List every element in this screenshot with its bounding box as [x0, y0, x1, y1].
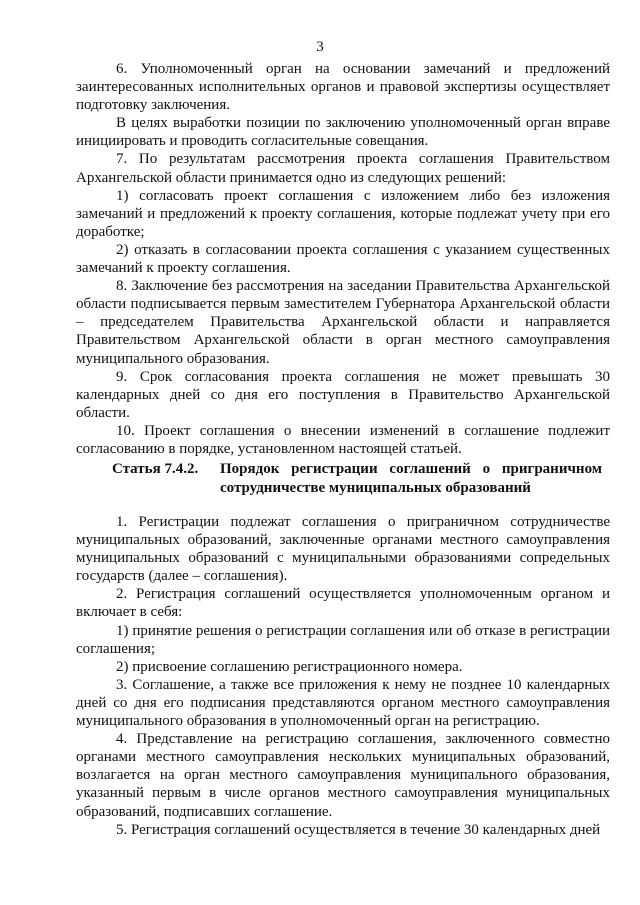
article-title: Порядок регистрации соглашений о приграничном сотрудничестве муниципальных образований: [220, 461, 602, 496]
paragraph-3: 3. Соглашение, а также все приложения к нему не позднее 10 календарных дней со дня его подписания представляются органом местного самоуправления муниципального образования в уполномоченный орган на регистрацию.: [76, 676, 610, 730]
article-body-top: [76, 60, 610, 458]
paragraph-2-item-1: 1) принятие решения о регистрации соглашения или об отказе в регистрации соглашения;: [76, 622, 610, 657]
paragraph-4: 4. Представление на регистрацию соглашения, заключенного совместно органами местного самоуправления нескольких муниципальных образований, возлагается на орган местного самоуправления муниципального образования, указанный первым в числе органов местного самоуправления муниципальных образований, подписавших соглашение.: [76, 731, 610, 820]
paragraph-6: 6. Уполномоченный орган на основании замечаний и предложений заинтересованных исполнительных органов и правовой экспертизы осуществляет подготовку заключения.: [76, 61, 610, 114]
paragraph-1: 1. Регистрации подлежат соглашения о приграничном сотрудничестве муниципальных образований, заключенные органами местного самоуправления муниципальных образований с муниципальными образованиями сопредельных государств (далее – соглашения).: [76, 514, 610, 585]
page-number: 3: [316, 39, 324, 55]
paragraph-10: 10. Проект соглашения о внесении изменений в соглашение подлежит согласованию в порядке, установленном настоящей статьей.: [76, 422, 610, 457]
paragraph-7-item-1: 1) согласовать проект соглашения с изложением либо без изложения замечаний и предложений к проекту соглашения, которые подлежат учету при его доработке;: [76, 187, 610, 240]
paragraph-8: 8. Заключение без рассмотрения на заседании Правительства Архангельской области подписывается первым заместителем Губернатора Архангельской области – председателем Правительства Архангельской области и направляется Правительством Архангельской области в орган местного самоуправления муниципального образования.: [76, 278, 610, 367]
paragraph-2-item-2: 2) присвоение соглашению регистрационного номера.: [116, 658, 463, 675]
article-number: Статья 7.4.2.: [112, 461, 199, 477]
article-heading: [112, 460, 612, 497]
paragraph-9: 9. Срок согласования проекта соглашения не может превышать 30 календарных дней со дня его поступления в Правительство Архангельской области.: [76, 368, 610, 421]
article-body-bottom: [76, 513, 610, 839]
paragraph-7-item-2: 2) отказать в согласовании проекта соглашения с указанием существенных замечаний к проекту соглашения.: [76, 241, 610, 277]
paragraph-6-note: В целях выработки позиции по заключению уполномоченный орган вправе инициировать и проводить согласительные совещания.: [76, 115, 610, 150]
paragraph-5: 5. Регистрация соглашений осуществляется в течение 30 календарных дней: [116, 821, 601, 838]
paragraph-7: 7. По результатам рассмотрения проекта соглашения Правительством Архангельской области принимается одно из следующих решений:: [76, 151, 610, 186]
paragraph-2: 2. Регистрация соглашений осуществляется уполномоченным органом и включает в себя:: [76, 586, 610, 621]
